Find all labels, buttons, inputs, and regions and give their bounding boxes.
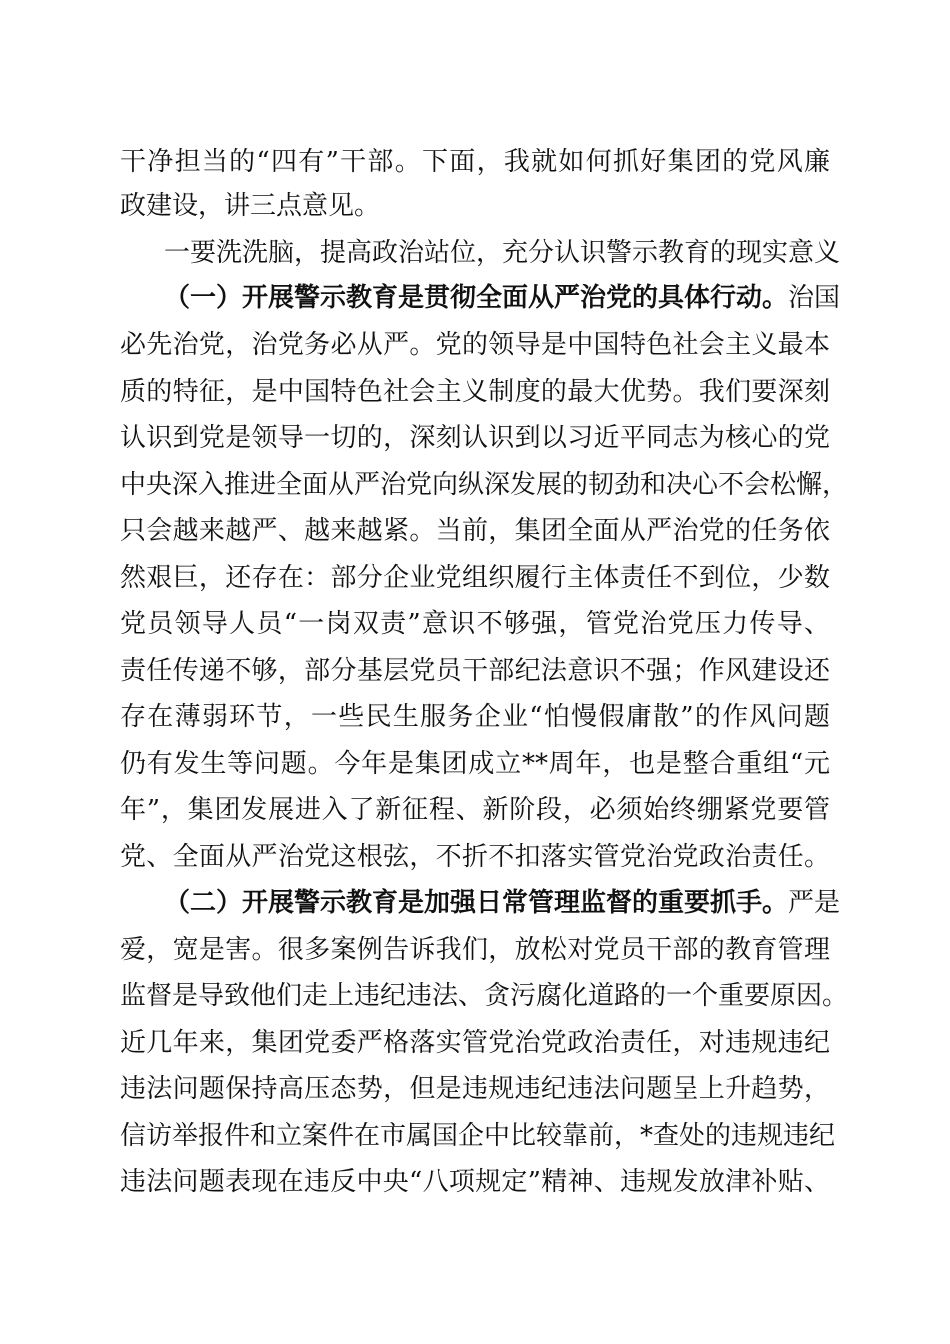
paragraph-line: 年”，集团发展进入了新征程、新阶段，必须始终绷紧党要管 — [120, 795, 830, 825]
subsection-heading-text: 治国 — [788, 283, 841, 313]
paragraph-line: 然艰巨，还存在：部分企业党组织履行主体责任不到位，少数 — [120, 563, 830, 593]
paragraph-line: 违法问题保持高压态势，但是违规违纪违法问题呈上升趋势， — [120, 1074, 830, 1104]
subsection-heading-text: 严是 — [788, 888, 841, 918]
paragraph-line: 必先治党，治党务必从严。党的领导是中国特色社会主义最本 — [120, 330, 830, 360]
paragraph-line: 存在薄弱环节，一些民生服务企业“怕慢假庸散”的作风问题 — [120, 702, 830, 732]
subsection-heading-line — [164, 881, 841, 925]
subsection-heading-bold: （二）开展警示教育是加强日常管理监督的重要抓手。 — [164, 888, 789, 918]
section-heading: 一要洗洗脑，提高政治站位，充分认识警示教育的现实意义 — [164, 238, 841, 268]
paragraph-line: 责任传递不够，部分基层党员干部纪法意识不强；作风建设还 — [120, 656, 830, 686]
paragraph-line: 仍有发生等问题。今年是集团成立**周年，也是整合重组“元 — [120, 749, 830, 779]
paragraph-line: 只会越来越严、越来越紧。当前，集团全面从严治党的任务依 — [120, 516, 830, 546]
paragraph-line: 近几年来，集团党委严格落实管党治党政治责任，对违规违纪 — [120, 1028, 830, 1058]
subsection-heading-bold: （一）开展警示教育是贯彻全面从严治党的具体行动。 — [164, 283, 789, 313]
paragraph-line: 干净担当的“四有”干部。下面，我就如何抓好集团的党风廉 — [120, 147, 830, 177]
paragraph-line: 中央深入推进全面从严治党向纵深发展的韧劲和决心不会松懈， — [120, 470, 849, 500]
paragraph-line: 信访举报件和立案件在市属国企中比较靠前，*查处的违规违纪 — [120, 1121, 836, 1151]
paragraph-line: 监督是导致他们走上违纪违法、贪污腐化道路的一个重要原因。 — [120, 981, 849, 1011]
paragraph-line: 质的特征，是中国特色社会主义制度的最大优势。我们要深刻 — [120, 377, 830, 407]
paragraph-line: 政建设，讲三点意见。 — [120, 191, 381, 221]
subsection-heading-line — [164, 276, 841, 320]
paragraph-line: 爱，宽是害。很多案例告诉我们，放松对党员干部的教育管理 — [120, 935, 830, 965]
paragraph-line: 违法问题表现在违反中央“八项规定”精神、违规发放津补贴、 — [120, 1167, 830, 1197]
paragraph-line: 党员领导人员“一岗双责”意识不够强，管党治党压力传导、 — [120, 609, 830, 639]
paragraph-line: 认识到党是领导一切的，深刻认识到以习近平同志为核心的党 — [120, 423, 830, 453]
paragraph-line: 党、全面从严治党这根弦，不折不扣落实管党治党政治责任。 — [120, 842, 830, 872]
